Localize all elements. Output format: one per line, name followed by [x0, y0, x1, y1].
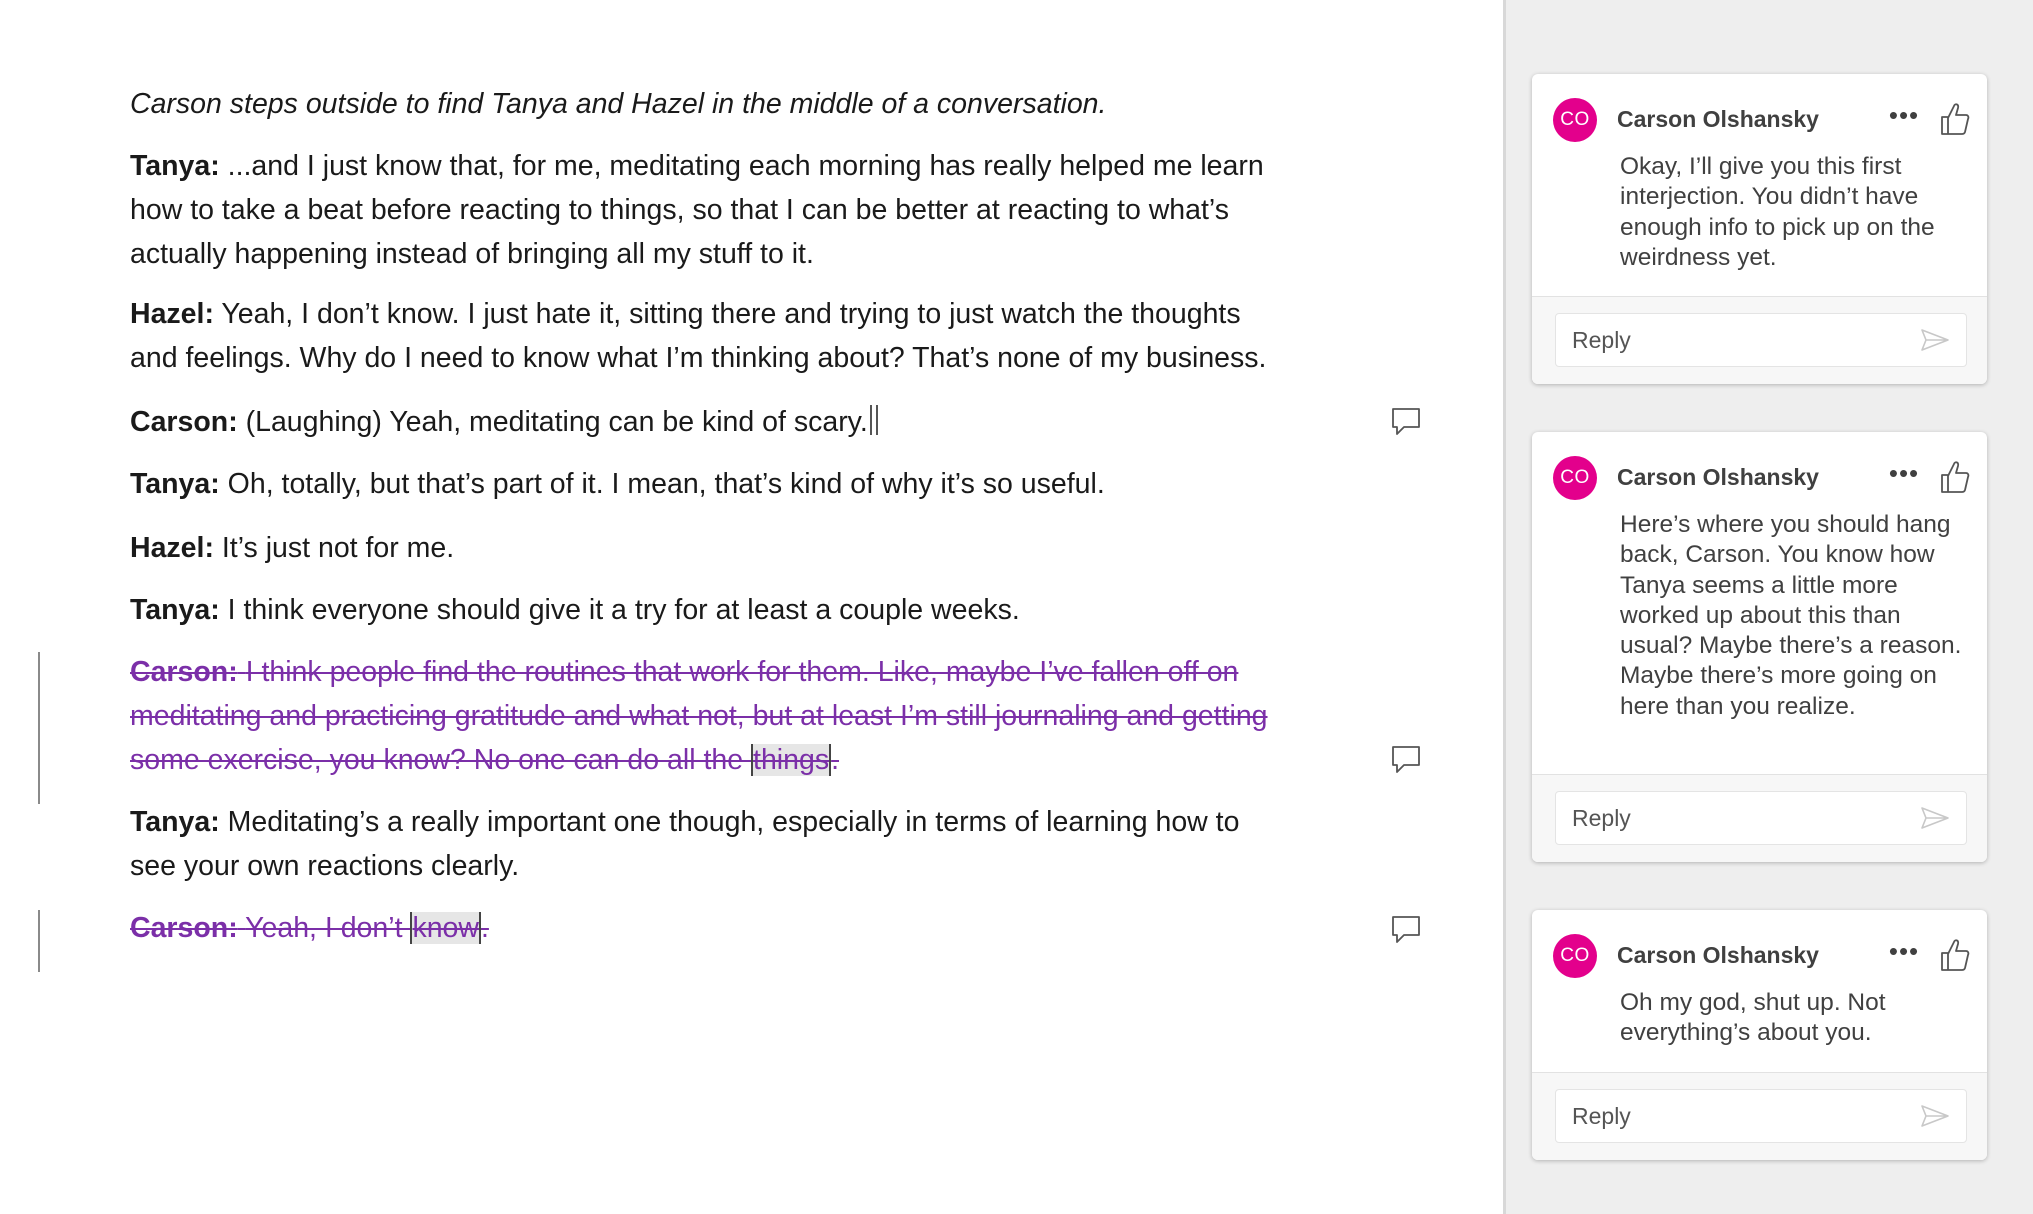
avatar: CO [1553, 934, 1597, 978]
comment-bubble-icon[interactable] [1390, 914, 1422, 946]
dialogue-paragraph[interactable] [130, 526, 1330, 570]
send-icon[interactable] [1920, 805, 1950, 831]
deleted-text: . [831, 744, 840, 776]
separator [1532, 774, 1987, 775]
comment-body: Oh my god, shut up. Not everything’s about you. [1620, 989, 1886, 1047]
comment-anchor-marker [870, 405, 878, 435]
more-options-icon[interactable]: ••• [1888, 100, 1920, 130]
reply-placeholder: Reply [1572, 327, 1631, 353]
speaker-name: Carson: [130, 912, 238, 944]
dialogue-text: Oh, totally, but that’s part of it. I mean, that’s kind of why it’s so useful. [227, 468, 1105, 500]
reply-area [1532, 1072, 1987, 1160]
speaker-name: Tanya: [130, 806, 220, 838]
separator [1532, 296, 1987, 297]
commented-text-highlight[interactable]: things [753, 744, 830, 776]
deleted-text: meditating and practicing gratitude and what not, but at least I’m still journaling and getting [130, 700, 1268, 732]
dialogue-text: I think everyone should give it a try for at least a couple weeks. [227, 594, 1020, 626]
comment-author: Carson Olshansky [1617, 464, 1819, 490]
thumbs-up-icon[interactable] [1936, 100, 1972, 138]
send-icon[interactable] [1920, 1103, 1950, 1129]
dialogue-paragraph[interactable] [130, 292, 1330, 380]
more-options-icon[interactable]: ••• [1888, 936, 1920, 966]
dialogue-paragraph[interactable] [130, 144, 1330, 276]
comment-card[interactable] [1532, 432, 1987, 862]
reply-area [1532, 296, 1987, 384]
reply-input[interactable] [1555, 313, 1967, 367]
dialogue-text: Meditating’s a really important one though, especially in terms of learning how to [227, 806, 1240, 838]
comment-card[interactable] [1532, 910, 1987, 1160]
reply-input[interactable] [1555, 1089, 1967, 1143]
dialogue-paragraph[interactable] [130, 462, 1330, 506]
deleted-text: some exercise, you know? No one can do all the [130, 744, 752, 776]
comment-bubble-icon[interactable] [1390, 406, 1422, 438]
avatar: CO [1553, 456, 1597, 500]
tracked-change-bar [38, 652, 40, 804]
avatar: CO [1553, 98, 1597, 142]
thumbs-up-icon[interactable] [1936, 936, 1972, 974]
comment-card[interactable] [1532, 74, 1987, 384]
dialogue-paragraph[interactable] [130, 400, 1330, 444]
deleted-text: . [480, 912, 489, 944]
speaker-name: Tanya: [130, 594, 220, 626]
comment-body: Here’s where you should hang back, Carson. You know how Tanya seems a little more worked up about this than usual? Maybe there’s a reason. Maybe there’s more going on here than you realize. [1620, 511, 1962, 720]
dialogue-text: and feelings. Why do I need to know what I’m thinking about? That’s none of my business. [130, 342, 1267, 374]
comment-author: Carson Olshansky [1617, 106, 1819, 132]
dialogue-text: ...and I just know that, for me, meditating each morning has really helped me learn [227, 150, 1264, 182]
dialogue-text: Yeah, I don’t know. I just hate it, sitting there and trying to just watch the thoughts [221, 298, 1241, 330]
speaker-name: Tanya: [130, 150, 220, 182]
comment-author: Carson Olshansky [1617, 942, 1819, 968]
deleted-paragraph[interactable] [130, 906, 1330, 950]
send-icon[interactable] [1920, 327, 1950, 353]
dialogue-text: actually happening instead of bringing all my stuff to it. [130, 238, 814, 270]
stage-direction-text: Carson steps outside to find Tanya and Hazel in the middle of a conversation. [130, 88, 1107, 120]
speaker-name: Tanya: [130, 468, 220, 500]
reply-placeholder: Reply [1572, 805, 1631, 831]
speaker-name: Carson: [130, 406, 238, 438]
dialogue-text: how to take a beat before reacting to things, so that I can be better at reacting to what’s [130, 194, 1229, 226]
reply-placeholder: Reply [1572, 1103, 1631, 1129]
dialogue-text: It’s just not for me. [221, 532, 455, 564]
dialogue-text: (Laughing) Yeah, meditating can be kind of scary. [245, 406, 868, 438]
tracked-change-bar [38, 910, 40, 972]
commented-text-highlight[interactable]: know [412, 912, 479, 944]
deleted-text: Yeah, I don’t [245, 912, 411, 944]
separator [1532, 1072, 1987, 1073]
comment-bubble-icon[interactable] [1390, 744, 1422, 776]
speaker-name: Hazel: [130, 532, 214, 564]
speaker-name: Carson: [130, 656, 238, 688]
deleted-paragraph[interactable] [130, 650, 1330, 782]
more-options-icon[interactable]: ••• [1888, 458, 1920, 488]
deleted-text: I think people find the routines that work for them. Like, maybe I’ve fallen off on [245, 656, 1239, 688]
comment-body: Okay, I’ll give you this first interjection. You didn’t have enough info to pick up on the weirdness yet. [1620, 153, 1935, 271]
dialogue-text: see your own reactions clearly. [130, 850, 520, 882]
reply-area [1532, 774, 1987, 862]
thumbs-up-icon[interactable] [1936, 458, 1972, 496]
dialogue-paragraph[interactable] [130, 588, 1330, 632]
reply-input[interactable] [1555, 791, 1967, 845]
dialogue-paragraph[interactable] [130, 800, 1330, 888]
stage-direction[interactable] [130, 82, 1330, 126]
speaker-name: Hazel: [130, 298, 214, 330]
